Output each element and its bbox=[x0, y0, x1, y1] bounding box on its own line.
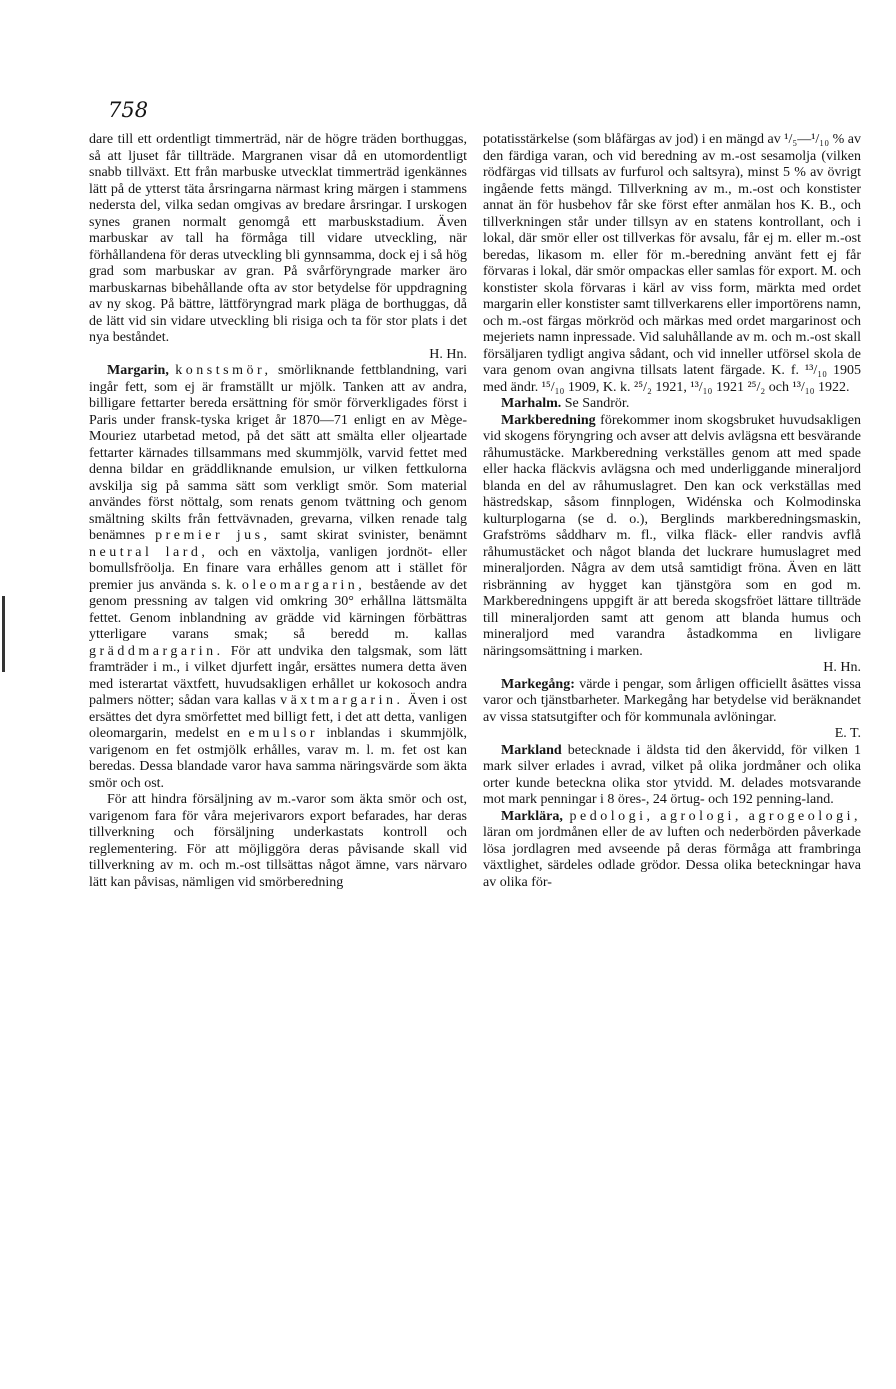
paragraph-text: potatisstärkelse (som blåfärgas av jod) i en mängd av ¹/₅—¹/₁₀ % av den färdiga varan, och vid beredning av m.-ost sesamolja (vilken rödfärgas vid tillsats av furfurol och saltsyra), minst 5 % av övrigt ingående fetts mängd. Tillverkning av m., m.-ost och konstister annat än för husbehov får ske först efter anmälan hos K. B., och tillverkningen står under tillsyn av en statens kontrollant, och i lokal, där smör eller ost tillverkas för avsalu, får ej m. eller m.-ost beredas, likasom m. eller för m.-beredning använt fett ej får förvaras i lokal, där smör ompackas eller samlas för export. M. och konstister skola förvaras i kärl av viss form, märkta med ordet margarin eller konstister samt tillverkarens eller importörens namn, och m.-ost färgas mörkröd och märkas med ordet margarinost och mejeriets namn inpressade. Vid saluhållande av m. och m.-ost skall försäljaren tydligt angiva sådant, och vid inneller utförsel skola de vara genom ovan angivna tillsats latent färgade. K. f. ¹³/₁₀ 1905 med ändr. ¹⁵/₁₀ 1909, K. k. ²⁵/₂ 1921, ¹³/₁₀ 1921 ²⁵/₂ och ¹³/₁₀ 1922. bbox=[483, 132, 861, 395]
headword-markegang: Markegång: bbox=[501, 676, 575, 692]
entry-text: smörliknande fettblandning, vari ingår fett, som ej är framställt ur mjölk. Tanken att av andra, billigare fettarter bereda ersättning för smör förverkligades först i Paris under fransk-tyska kriget år 1870—71 enligt en av Mège-Mouriez utarbetad metod, på det sätt att smälta eller oljeartade fettarter kärnades tillsammans med skummjölk, varvid fettet med denna bildar en gräddliknande emulsion, ur vilken fettkulorna avskilja sig på samma sätt som verkligt smör. Som material användes först nöttalg, som renats genom tvättning och genom smältning skilts från fettvävnaden, grevarna, vilken renade talg benämnes bbox=[89, 363, 468, 543]
entry-marklara bbox=[483, 809, 861, 892]
entry-text: Se Sandrör. bbox=[564, 396, 630, 411]
entry-marhalm bbox=[483, 396, 861, 413]
paragraph-forsaljning bbox=[89, 792, 467, 891]
term-graddmargarin: gräddmargarin. bbox=[89, 643, 224, 659]
author-signature: H. Hn. bbox=[429, 346, 467, 362]
entry-markberedning bbox=[483, 413, 861, 661]
paragraph-text: dare till ett ordentligt timmerträd, när de högre träden borthuggas, så att ljuset får tillträde. Margranen visar då en utomordentligt snabb tillväxt. Ett från marbuske utvecklat timmerträd igenkännes lätt på de ytterst täta årsringarna närmast kring märgen i stammens nedersta del, vilka sedan omgivas av bredare årsringar. I urskogen synes granen normalt genomgå ett marbuskstadium. Även marbuskar av tall ha förmåga till vidare utveckling, när förhållandena för deras utveckling bli gynnsamma, dock ej i så hög grad som marbuskar av gran. På svårföryngrade marker äro marbuskarnas bibehållande ofta av stor betydelse för uppdragning av ny skog. På bättre, lättföryngrad mark pläga de borthuggas, då de lätt vid sin vidare utveckling bli risiga och ta för stor plats i det nya beståndet. bbox=[89, 132, 467, 345]
term-agrogeologi: agrogeologi, bbox=[748, 808, 862, 824]
entry-text: läran om jordmånen eller de av luften och nederbörden påverkade lösa jordlagren med avseende på deras förmåga att frambringa växtlighet, särdeles odlade grödor. Dessa olika beteckningar hava av olika för- bbox=[483, 825, 861, 890]
headword-markberedning: Markberedning bbox=[501, 412, 596, 428]
entry-text: inblandas i skummjölk, varigenom en fet ostmjölk erhålles, varav m. l. m. fet ost kan beredas. Dessa blandade varor hava samma näringsvärde som äkta smör och ost. bbox=[89, 726, 467, 791]
margin-rule bbox=[2, 596, 5, 672]
entry-margarin bbox=[89, 363, 467, 792]
entry-text: För att undvika den talgsmak, som lätt framträder i m., i vilket djurfett ingår, ersättes numera detta även med isterartat växtfett, huvudsakligen erhållet ur kokosoch andra palmers nötter; sådan vara kallas bbox=[89, 643, 467, 708]
entry-text: värde i pengar, som årligen officiellt åsättes vissa varor och tjänstbarheter. Markegång har betydelse vid beräknandet av vissa statsutgifter och för kommunala avlöningar. bbox=[483, 676, 861, 725]
term-pedologi: pedologi, bbox=[569, 808, 654, 824]
left-column bbox=[89, 132, 467, 891]
paragraph-text: För att hindra försäljning av m.-varor som äkta smör och ost, varigenom fara för våra mejerivarors export befarades, har deras tillverkning och försäljning underkastats kontroll och reglementering. För att möjliggöra deras påvisande skall vid tillverkning av m. och m.-ost tillsättas något ämne, vars närvaro lätt kan påvisas, nämligen vid smörberedning bbox=[89, 792, 467, 890]
entry-text: och en växtolja, vanligen jordnöt- eller bomullsfröolja. En finare vara erhålles genom att i stället för premier jus använda s. k. bbox=[89, 544, 467, 593]
term-emulsor: emulsor bbox=[248, 726, 319, 741]
right-column bbox=[483, 132, 861, 891]
term-premier-jus: premier jus, bbox=[155, 528, 271, 543]
entry-text: bestående av det genom pressning av talgen vid omkring 30° erhållna lättsmälta fettet. Genom inblandning av grädde vid kärningen förbättras ytterligare varans smak; så beredd m. kallas bbox=[89, 577, 467, 642]
author-signature: H. Hn. bbox=[823, 660, 861, 675]
page-number: 758 bbox=[108, 98, 149, 122]
entry-text: Även i ost ersättes det dyra smörfettet med billigt fett, i det att detta, vanligen oleomargarin, medelst en bbox=[89, 693, 468, 741]
headword-marklara: Marklära, bbox=[501, 808, 563, 824]
headword-markland: Markland bbox=[501, 742, 562, 758]
term-konstsmor: konstsmör, bbox=[175, 363, 272, 378]
entry-markegang bbox=[483, 677, 861, 727]
entry-markland bbox=[483, 743, 861, 809]
term-oleomargarin: oleomargarin, bbox=[241, 577, 366, 593]
headword-margarin: Margarin, bbox=[107, 363, 169, 378]
paragraph-continuation bbox=[483, 132, 861, 396]
term-vaxtmargarin: växtmargarin. bbox=[280, 693, 404, 708]
author-signature: E. T. bbox=[834, 726, 861, 741]
term-neutral-lard: neutral lard, bbox=[89, 544, 209, 560]
entry-text: betecknade i äldsta tid den åkervidd, för vilken 1 mark silver erlades i avrad, vilket på olika jordmåner och olika orter kunde beteckna olika stor ytvidd. M. delades motsvarande mot mark penningar i 8 öres-, 24 örtug- och 192 penning-land. bbox=[483, 742, 862, 807]
term-agrologi: agrologi, bbox=[660, 808, 742, 824]
headword-marhalm: Marhalm. bbox=[501, 396, 562, 411]
entry-text: förekommer inom skogsbruket huvudsakligen vid skogens föryngring och avser att delvis avlägsna ett besvärande råhumustäcke. Markberedning verkställes genom att med spade eller hacka fläckvis avlägsna och med underliggande mineraljord blanda en del av råhumuslagret. Den kan ock verkställas med hästredskap, såsom finnplogen, Widénska och Kolmodinska kulturplogarna (se d. o.), Berglinds markberedningsmaskin, Grafströms såddharv m. fl., vilka fläck- eller randvis avflå råhumustäcket och något blanda det luckrare humuslagret med mineraljorden. Några av dem utså samtidigt fröna. Även en lätt risbränning av hygget kan tjänstgöra som en god m. Markberedningens uppgift är att bereda skogsfröet lättare tillträde till mineraljorden samt att genom att blanda humus och mineraljord med varandra åstadkomma en livligare näringsomsättning i marken. bbox=[483, 412, 861, 659]
entry-text: samt skirat svinister, benämnt bbox=[280, 528, 468, 543]
paragraph-timmertrad bbox=[89, 132, 467, 347]
